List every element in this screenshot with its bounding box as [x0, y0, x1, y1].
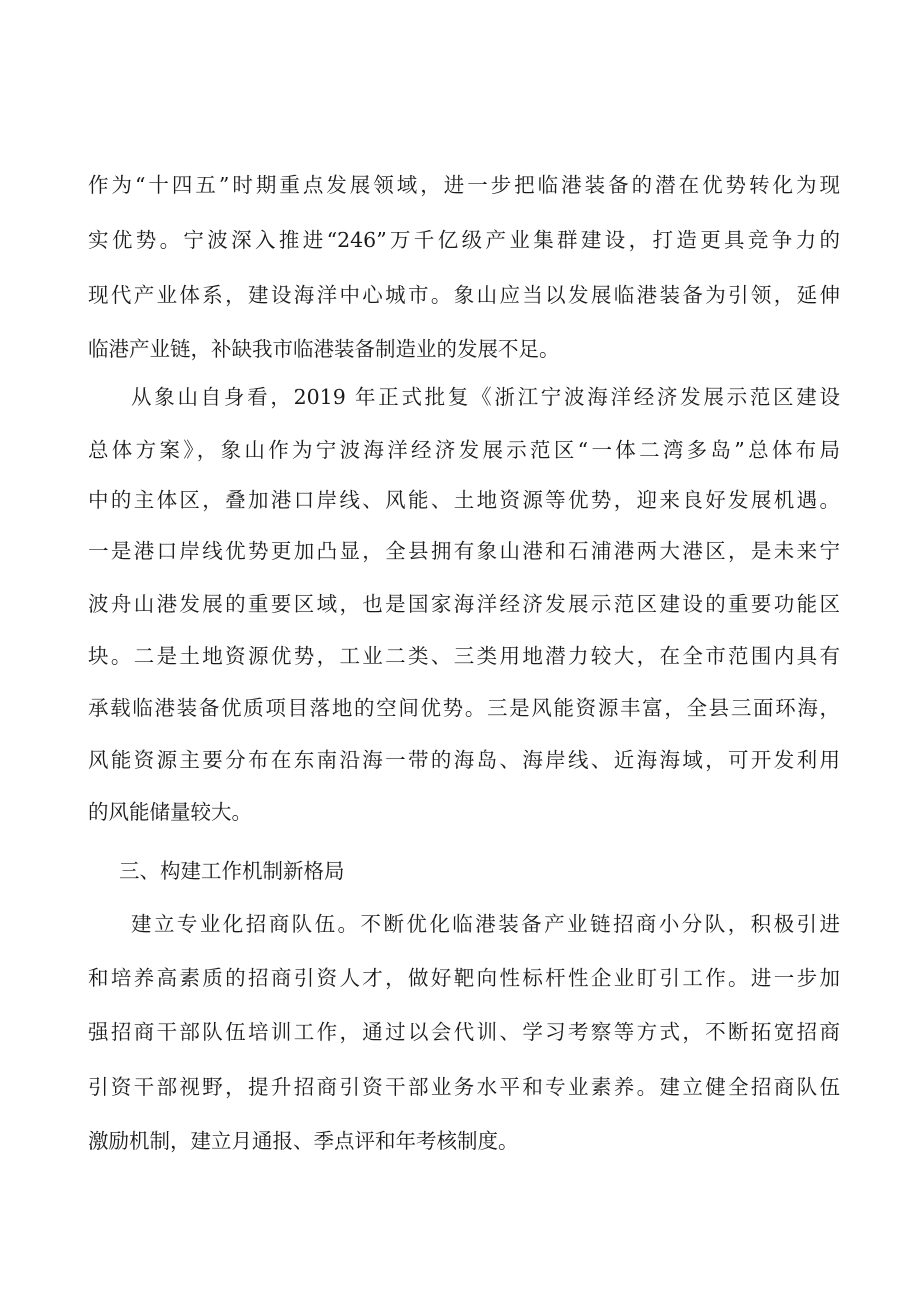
paragraph-line: 和培养高素质的招商引资人才，做好靶向性标杆性企业盯引工作。进一步加: [88, 966, 840, 990]
paragraph-line: 强招商干部队伍培训工作，通过以会代训、学习考察等方式，不断拓宽招商: [88, 1020, 840, 1044]
paragraph-line: 块。二是土地资源优势，工业二类、三类用地潜力较大，在全市范围内具有: [88, 644, 840, 668]
paragraph-line: 中的主体区，叠加港口岸线、风能、土地资源等优势，迎来良好发展机遇。: [88, 488, 840, 512]
paragraph-line: 作为“十四五”时期重点发展领域，进一步把临港装备的潜在优势转化为现: [88, 173, 840, 197]
paragraph-line: 引资干部视野，提升招商引资干部业务水平和专业素养。建立健全招商队伍: [88, 1075, 840, 1099]
paragraph-line: 现代产业体系，建设海洋中心城市。象山应当以发展临港装备为引领，延伸: [88, 283, 840, 307]
paragraph-line: 建立专业化招商队伍。不断优化临港装备产业链招商小分队，积极引进: [131, 912, 840, 936]
paragraph-line: 从象山自身看，2019 年正式批复《浙江宁波海洋经济发展示范区建设: [131, 385, 840, 409]
paragraph-line: 总体方案》，象山作为宁波海洋经济发展示范区“一体二湾多岛”总体布局: [88, 438, 840, 462]
section-heading: 三、构建工作机制新格局: [119, 859, 345, 883]
paragraph-line: 的风能储量较大。: [88, 800, 252, 824]
paragraph-line: 承载临港装备优质项目落地的空间优势。三是风能资源丰富，全县三面环海，: [88, 696, 840, 720]
paragraph-line: 激励机制，建立月通报、季点评和年考核制度。: [88, 1129, 519, 1153]
paragraph-line: 临港产业链，补缺我市临港装备制造业的发展不足。: [88, 337, 560, 361]
paragraph-line: 一是港口岸线优势更加凸显，全县拥有象山港和石浦港两大港区，是未来宁: [88, 539, 840, 563]
paragraph-line: 波舟山港发展的重要区域，也是国家海洋经济发展示范区建设的重要功能区: [88, 592, 840, 616]
paragraph-line: 风能资源主要分布在东南沿海一带的海岛、海岸线、近海海域，可开发利用: [88, 748, 840, 772]
paragraph-line: 实优势。宁波深入推进“246”万千亿级产业集群建设，打造更具竞争力的: [88, 228, 840, 252]
